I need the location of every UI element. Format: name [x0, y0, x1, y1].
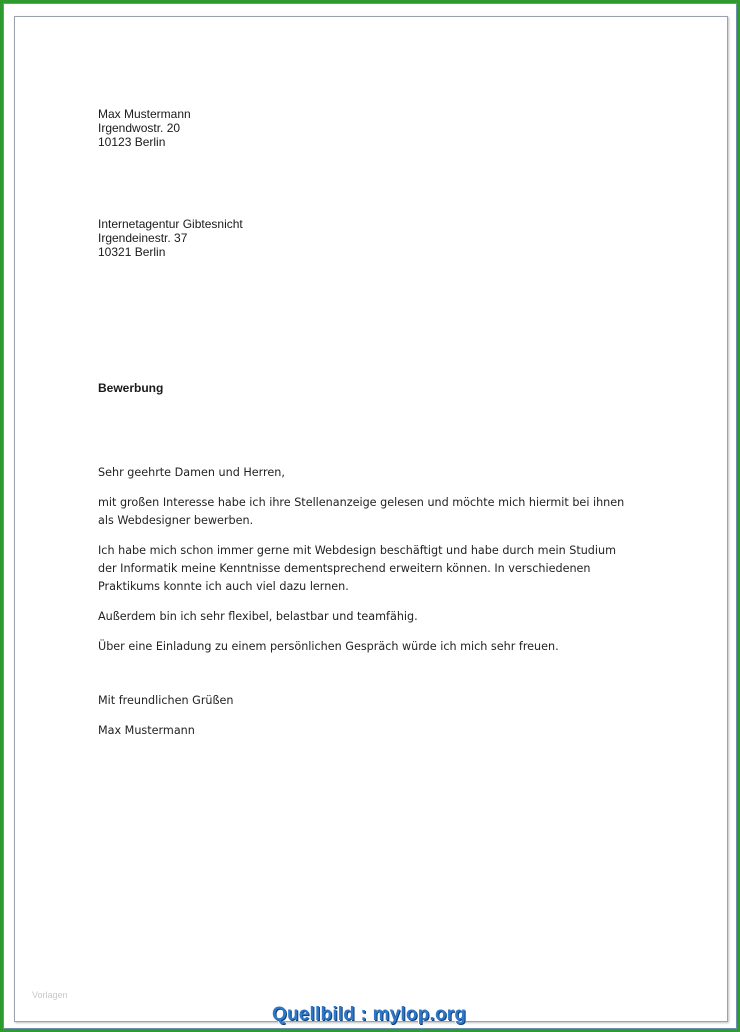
letter-body [98, 464, 628, 752]
paragraph-4: Über eine Einladung zu einem persönlichen Gespräch würde ich mich sehr freuen. [98, 640, 559, 653]
recipient-street: Irgendeinestr. 37 [98, 231, 188, 245]
closing: Mit freundlichen Grüßen [98, 694, 234, 707]
sender-city: 10123 Berlin [98, 135, 166, 149]
vorlagen-watermark: Vorlagen [32, 990, 68, 1000]
recipient-city: 10321 Berlin [98, 245, 166, 259]
sender-name: Max Mustermann [98, 107, 191, 121]
recipient-company: Internetagentur Gibtesnicht [98, 217, 243, 231]
source-watermark: Quellbild : mylop.org [272, 1004, 467, 1025]
recipient-address [98, 217, 243, 259]
paragraph-2: Ich habe mich schon immer gerne mit Webdesign beschäftigt und habe durch mein Studium der Informatik meine Kenntnisse dementsprechend erweitern können. In verschiedenen Praktikums konnte ich auch viel dazu lernen. [98, 544, 616, 593]
letter-subject: Bewerbung [98, 381, 164, 395]
salutation: Sehr geehrte Damen und Herren, [98, 466, 285, 479]
spacer [98, 668, 628, 692]
paragraph-1: mit großen Interesse habe ich ihre Stellenanzeige gelesen und möchte mich hiermit bei ihnen als Webdesigner bewerben. [98, 496, 625, 527]
signature: Max Mustermann [98, 724, 195, 737]
sender-street: Irgendwostr. 20 [98, 121, 181, 135]
sender-address [98, 107, 191, 149]
paragraph-3: Außerdem bin ich sehr flexibel, belastbar und teamfähig. [98, 610, 418, 623]
